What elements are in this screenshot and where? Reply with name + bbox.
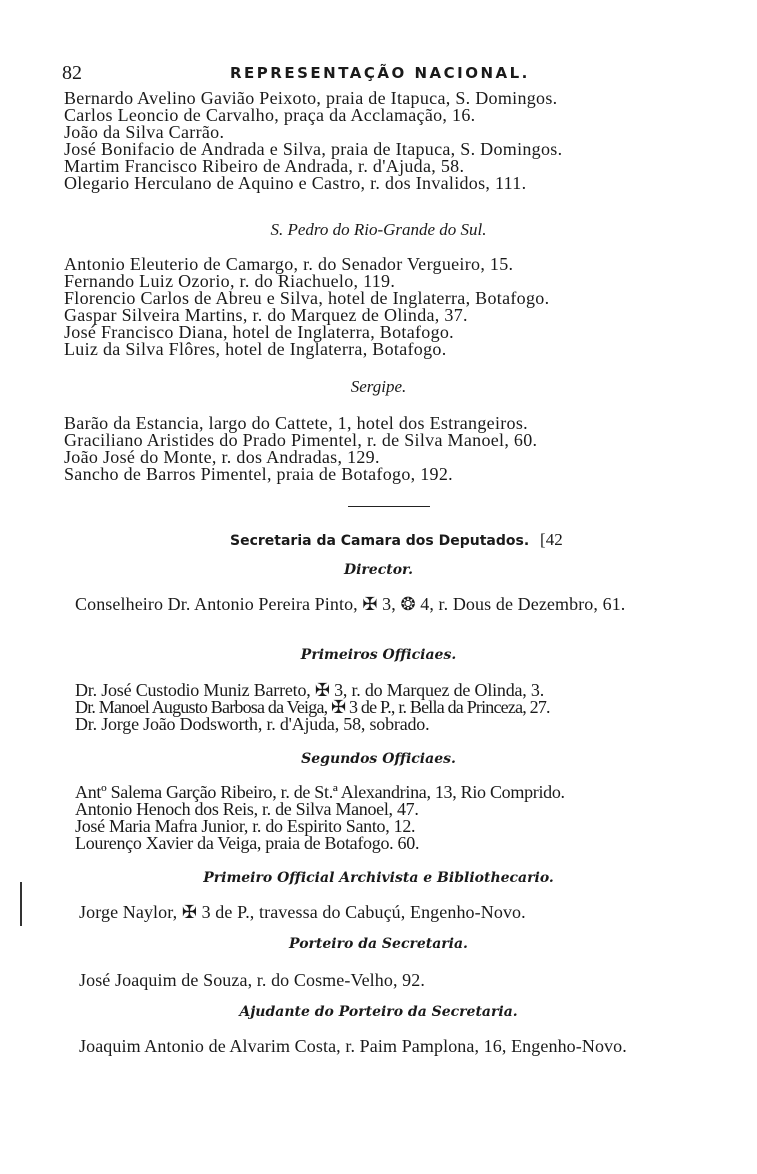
divider-rule — [348, 506, 430, 507]
entries-porteiro — [79, 972, 719, 989]
entry: Martim Francisco Ribeiro de Andrada, r. d'Ajuda, 58. — [64, 156, 465, 176]
entry: Barão da Estancia, largo do Cattete, 1, hotel dos Estrangeiros. — [64, 413, 528, 433]
entry: Luiz da Silva Flôres, hotel de Inglaterra, Botafogo. — [64, 339, 447, 359]
entries-block-1 — [64, 90, 704, 192]
entry: João da Silva Carrão. — [64, 122, 225, 142]
entry: Antº Salema Garção Ribeiro, r. de St.ª Alexandrina, 13, Rio Comprido. — [75, 782, 565, 802]
heading-ajudante: Ajudante do Porteiro da Secretaria. — [239, 1004, 518, 1020]
entries-segundos — [75, 784, 715, 852]
entries-director — [75, 596, 715, 613]
section-heading-sergipe: Sergipe. — [350, 377, 407, 396]
entry: Olegario Herculano de Aquino e Castro, r. dos Invalidos, 111. — [64, 173, 527, 193]
secretaria-heading: Secretaria da Camara dos Deputados. — [230, 533, 530, 549]
entry: Florencio Carlos de Abreu e Silva, hotel de Inglaterra, Botafogo. — [64, 288, 550, 308]
heading-segundos-officiaes: Segundos Officiaes. — [301, 751, 456, 767]
entry: José Bonifacio de Andrada e Silva, praia de Itapuca, S. Domingos. — [64, 139, 563, 159]
entries-archivista — [79, 904, 719, 921]
entry: Jorge Naylor, ✠ 3 de P., travessa do Cabuçú, Engenho-Novo. — [79, 902, 526, 922]
entry: Dr. José Custodio Muniz Barreto, ✠ 3, r. do Marquez de Olinda, 3. — [75, 680, 545, 700]
entry: José Joaquim de Souza, r. do Cosme-Velho, 92. — [79, 970, 425, 990]
entry: Gaspar Silveira Martins, r. do Marquez de Olinda, 37. — [64, 305, 468, 325]
page-number: 82 — [62, 62, 82, 84]
entry: José Francisco Diana, hotel de Inglaterra, Botafogo. — [64, 322, 454, 342]
entry: Antonio Henoch dos Reis, r. de Silva Manoel, 47. — [75, 799, 419, 819]
entry: Joaquim Antonio de Alvarim Costa, r. Paim Pamplona, 16, Engenho-Novo. — [79, 1036, 627, 1056]
entry: Lourenço Xavier da Veiga, praia de Botafogo. 60. — [75, 833, 420, 853]
heading-primeiros-officiaes: Primeiros Officiaes. — [300, 647, 457, 663]
margin-mark — [20, 882, 22, 926]
entry: Fernando Luiz Ozorio, r. do Riachuelo, 119. — [64, 271, 396, 291]
entries-ajudante — [79, 1038, 719, 1055]
running-title: REPRESENTAÇÃO NACIONAL. — [230, 64, 530, 82]
entry: José Maria Mafra Junior, r. do Espirito Santo, 12. — [75, 816, 416, 836]
entry: Carlos Leoncio de Carvalho, praça da Acclamação, 16. — [64, 105, 476, 125]
secretaria-ref: [42 — [540, 530, 563, 549]
heading-porteiro: Porteiro da Secretaria. — [289, 936, 468, 952]
section-title-secretaria — [230, 530, 563, 550]
entries-rio-grande — [64, 256, 704, 358]
section-heading-rio-grande: S. Pedro do Rio-Grande do Sul. — [270, 220, 487, 239]
entries-sergipe — [64, 415, 704, 483]
entry: Sancho de Barros Pimentel, praia de Botafogo, 192. — [64, 464, 453, 484]
entry: Dr. Jorge João Dodsworth, r. d'Ajuda, 58, sobrado. — [75, 714, 430, 734]
entry: João José do Monte, r. dos Andradas, 129. — [64, 447, 380, 467]
running-header — [62, 62, 702, 84]
entry: Antonio Eleuterio de Camargo, r. do Senador Vergueiro, 15. — [64, 254, 514, 274]
entry: Bernardo Avelino Gavião Peixoto, praia de Itapuca, S. Domingos. — [64, 88, 558, 108]
heading-archivista: Primeiro Official Archivista e Bibliothecario. — [203, 870, 554, 886]
entry: Graciliano Aristides do Prado Pimentel, r. de Silva Manoel, 60. — [64, 430, 538, 450]
entry: Conselheiro Dr. Antonio Pereira Pinto, ✠ 3, ❂ 4, r. Dous de Dezembro, 61. — [75, 594, 626, 614]
heading-director: Director. — [343, 562, 414, 578]
entry: Dr. Manoel Augusto Barbosa da Veiga, ✠ 3 de P., r. Bella da Princeza, 27. — [75, 697, 550, 717]
entries-primeiros — [75, 682, 715, 733]
